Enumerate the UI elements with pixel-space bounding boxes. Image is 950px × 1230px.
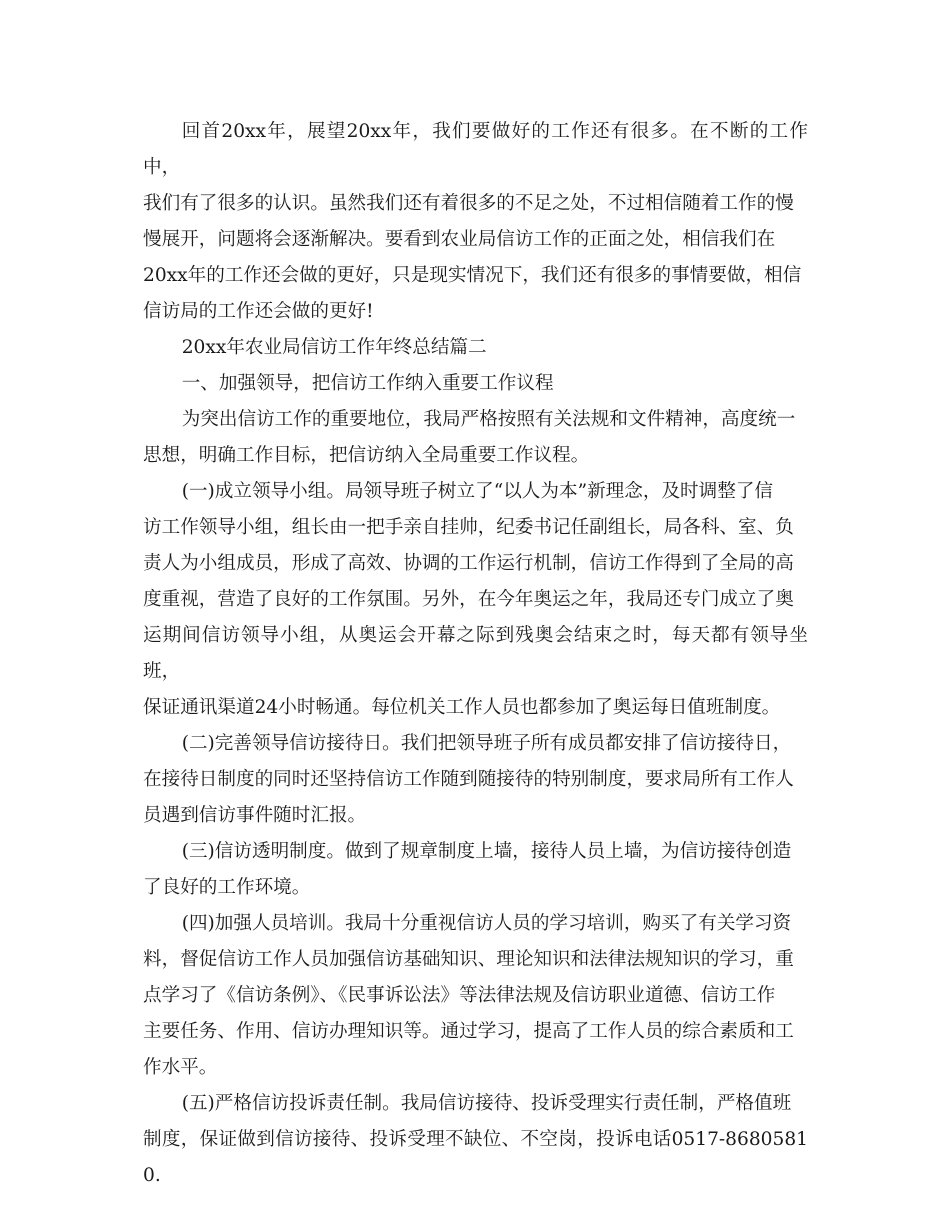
- paragraph-reception-day: (二)完善领导信访接待日。我们把领导班子所有成员都安排了信访接待日， 在接待日制度的同时还坚持信访工作随到随接待的特别制度，要求局所有工作人 员遇到信访事件随时汇报。: [143, 733, 794, 826]
- paragraph-training: (四)加强人员培训。我局十分重视信访人员的学习培训，购买了有关学习资 料，督促信访工作人员加强信访基础知识、理论知识和法律法规知识的学习，重 点学习了《信访条例》、《民事诉讼法》等法律法规及信访职业道德、信访工作 主要任务、作用、信访办理知识等。通过学习，提高了工作人员的综合素质和工 作水平。: [143, 913, 794, 1078]
- paragraph-responsibility: (五)严格信访投诉责任制。我局信访接待、投诉受理实行责任制，严格值班 制度，保证做到信访接待、投诉受理不缺位、不空岗，投诉电话0517-86805810.: [143, 1093, 808, 1186]
- paragraph-review-outlook: 回首20xx年，展望20xx年，我们要做好的工作还有很多。在不断的工作中， 我们有了很多的认识。虽然我们还有着很多的不足之处，不过相信随着工作的慢 慢展开，问题将会逐渐解决。要看到农业局信访工作的正面之处，相信我们在 20xx年的工作还会做的更好，只是现实情况下，我们还有很多的事情要做，相信 信访局的工作还会做的更好!: [143, 121, 808, 322]
- heading-strengthen-leadership: 一、加强领导，把信访工作纳入重要工作议程: [181, 373, 554, 394]
- paragraph-leading-group: (一)成立领导小组。局领导班子树立了“以人为本”新理念，及时调整了信 访工作领导小组，组长由一把手亲自挂帅，纪委书记任副组长，局各科、室、负 责人为小组成员，形成了高效、协调的工作运行机制，信访工作得到了全局的高 度重视，营造了良好的工作氛围。另外，在今年奥运之年，我局还专门成立了奥 运期间信访领导小组，从奥运会开幕之际到残奥会结束之时，每天都有领导坐班， 保证通讯渠道24小时畅通。每位机关工作人员也都参加了奥运每日值班制度。: [143, 481, 808, 718]
- section-title: 20xx年农业局信访工作年终总结篇二: [181, 337, 487, 358]
- document-body: [143, 114, 808, 1194]
- paragraph-importance: 为突出信访工作的重要地位，我局严格按照有关法规和文件精神，高度统一 思想，明确工作目标，把信访纳入全局重要工作议程。: [143, 409, 796, 466]
- paragraph-transparency: (三)信访透明制度。做到了规章制度上墙，接待人员上墙，为信访接待创造 了良好的工作环境。: [143, 841, 792, 898]
